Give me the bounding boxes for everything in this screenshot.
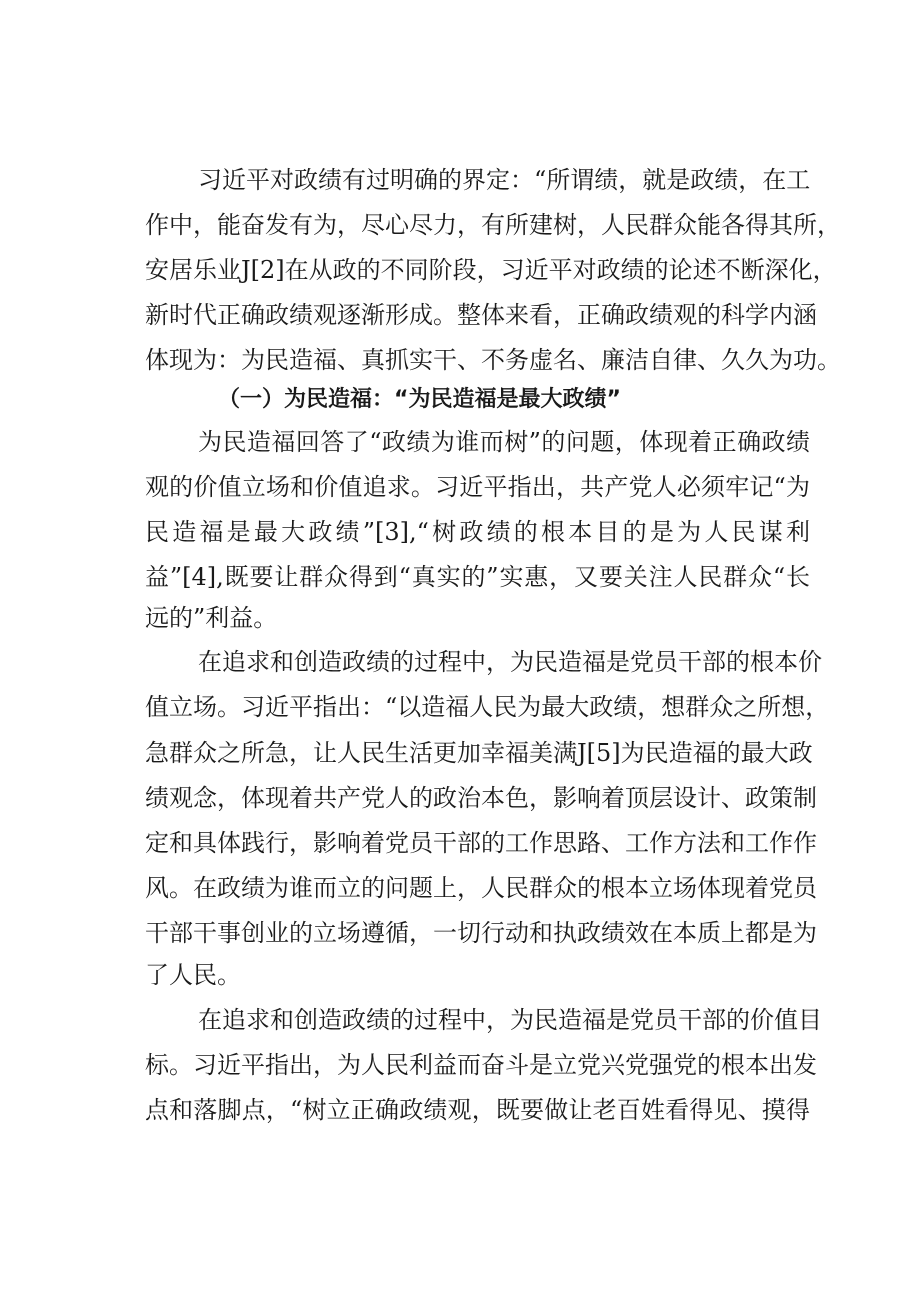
paragraph-4-line-2: 标。习近平指出，为人民利益而奋斗是立党兴党强党的根本出发 xyxy=(145,1051,817,1079)
paragraph-3-line-2: 值立场。习近平指出：“以造福人民为最大政绩，想群众之所想， xyxy=(145,693,830,721)
paragraph-3-line-1: 在追求和创造政绩的过程中，为民造福是党员干部的根本价 xyxy=(198,648,822,676)
paragraph-2-line-4: 益”[4],既要让群众得到“真实的”实惠，又要关注人民群众“长 xyxy=(145,563,810,591)
paragraph-1-line-1: 习近平对政绩有过明确的界定：“所谓绩，就是政绩，在工 xyxy=(198,166,811,194)
paragraph-3-line-7: 干部干事创业的立场遵循，一切行动和执政绩效在本质上都是为 xyxy=(145,919,817,947)
paragraph-1-line-4: 新时代正确政绩观逐渐形成。整体来看，正确政绩观的科学内涵 xyxy=(145,301,817,329)
paragraph-1-line-2: 作中，能奋发有为，尽心尽力，有所建树，人民群众能各得其所， xyxy=(145,211,841,239)
paragraph-1-line-3: 安居乐业J[2]在从政的不同阶段，习近平对政绩的论述不断深化， xyxy=(145,256,837,284)
paragraph-3-line-6: 风。在政绩为谁而立的问题上，人民群众的根本立场体现着党员 xyxy=(145,874,817,902)
paragraph-4-line-3: 点和落脚点，“树立正确政绩观，既要做让老百姓看得见、摸得 xyxy=(145,1096,810,1124)
paragraph-3-line-8: 了人民。 xyxy=(145,961,241,989)
paragraph-2-line-2: 观的价值立场和价值追求。习近平指出，共产党人必须牢记“为 xyxy=(145,473,810,501)
paragraph-3-line-5: 定和具体践行，影响着党员干部的工作思路、工作方法和工作作 xyxy=(145,829,817,857)
paragraph-2-line-3: 民造福是最大政绩”[3],“树政绩的根本目的是为人民谋利 xyxy=(145,518,810,546)
paragraph-4-line-1: 在追求和创造政绩的过程中，为民造福是党员干部的价值目 xyxy=(198,1006,822,1034)
paragraph-3-line-4: 绩观念，体现着共产党人的政治本色，影响着顶层设计、政策制 xyxy=(145,784,817,812)
section-heading: （一）为民造福：“为民造福是最大政绩” xyxy=(218,387,621,412)
paragraph-2-line-5: 远的”利益。 xyxy=(145,604,278,632)
paragraph-1-line-5: 体现为：为民造福、真抓实干、不务虚名、廉洁自律、久久为功。 xyxy=(145,346,841,374)
paragraph-3-line-3: 急群众之所急，让人民生活更加幸福美满J[5]为民造福的最大政 xyxy=(145,739,813,767)
paragraph-2-line-1: 为民造福回答了“政绩为谁而树”的问题，体现着正确政绩 xyxy=(198,428,810,456)
